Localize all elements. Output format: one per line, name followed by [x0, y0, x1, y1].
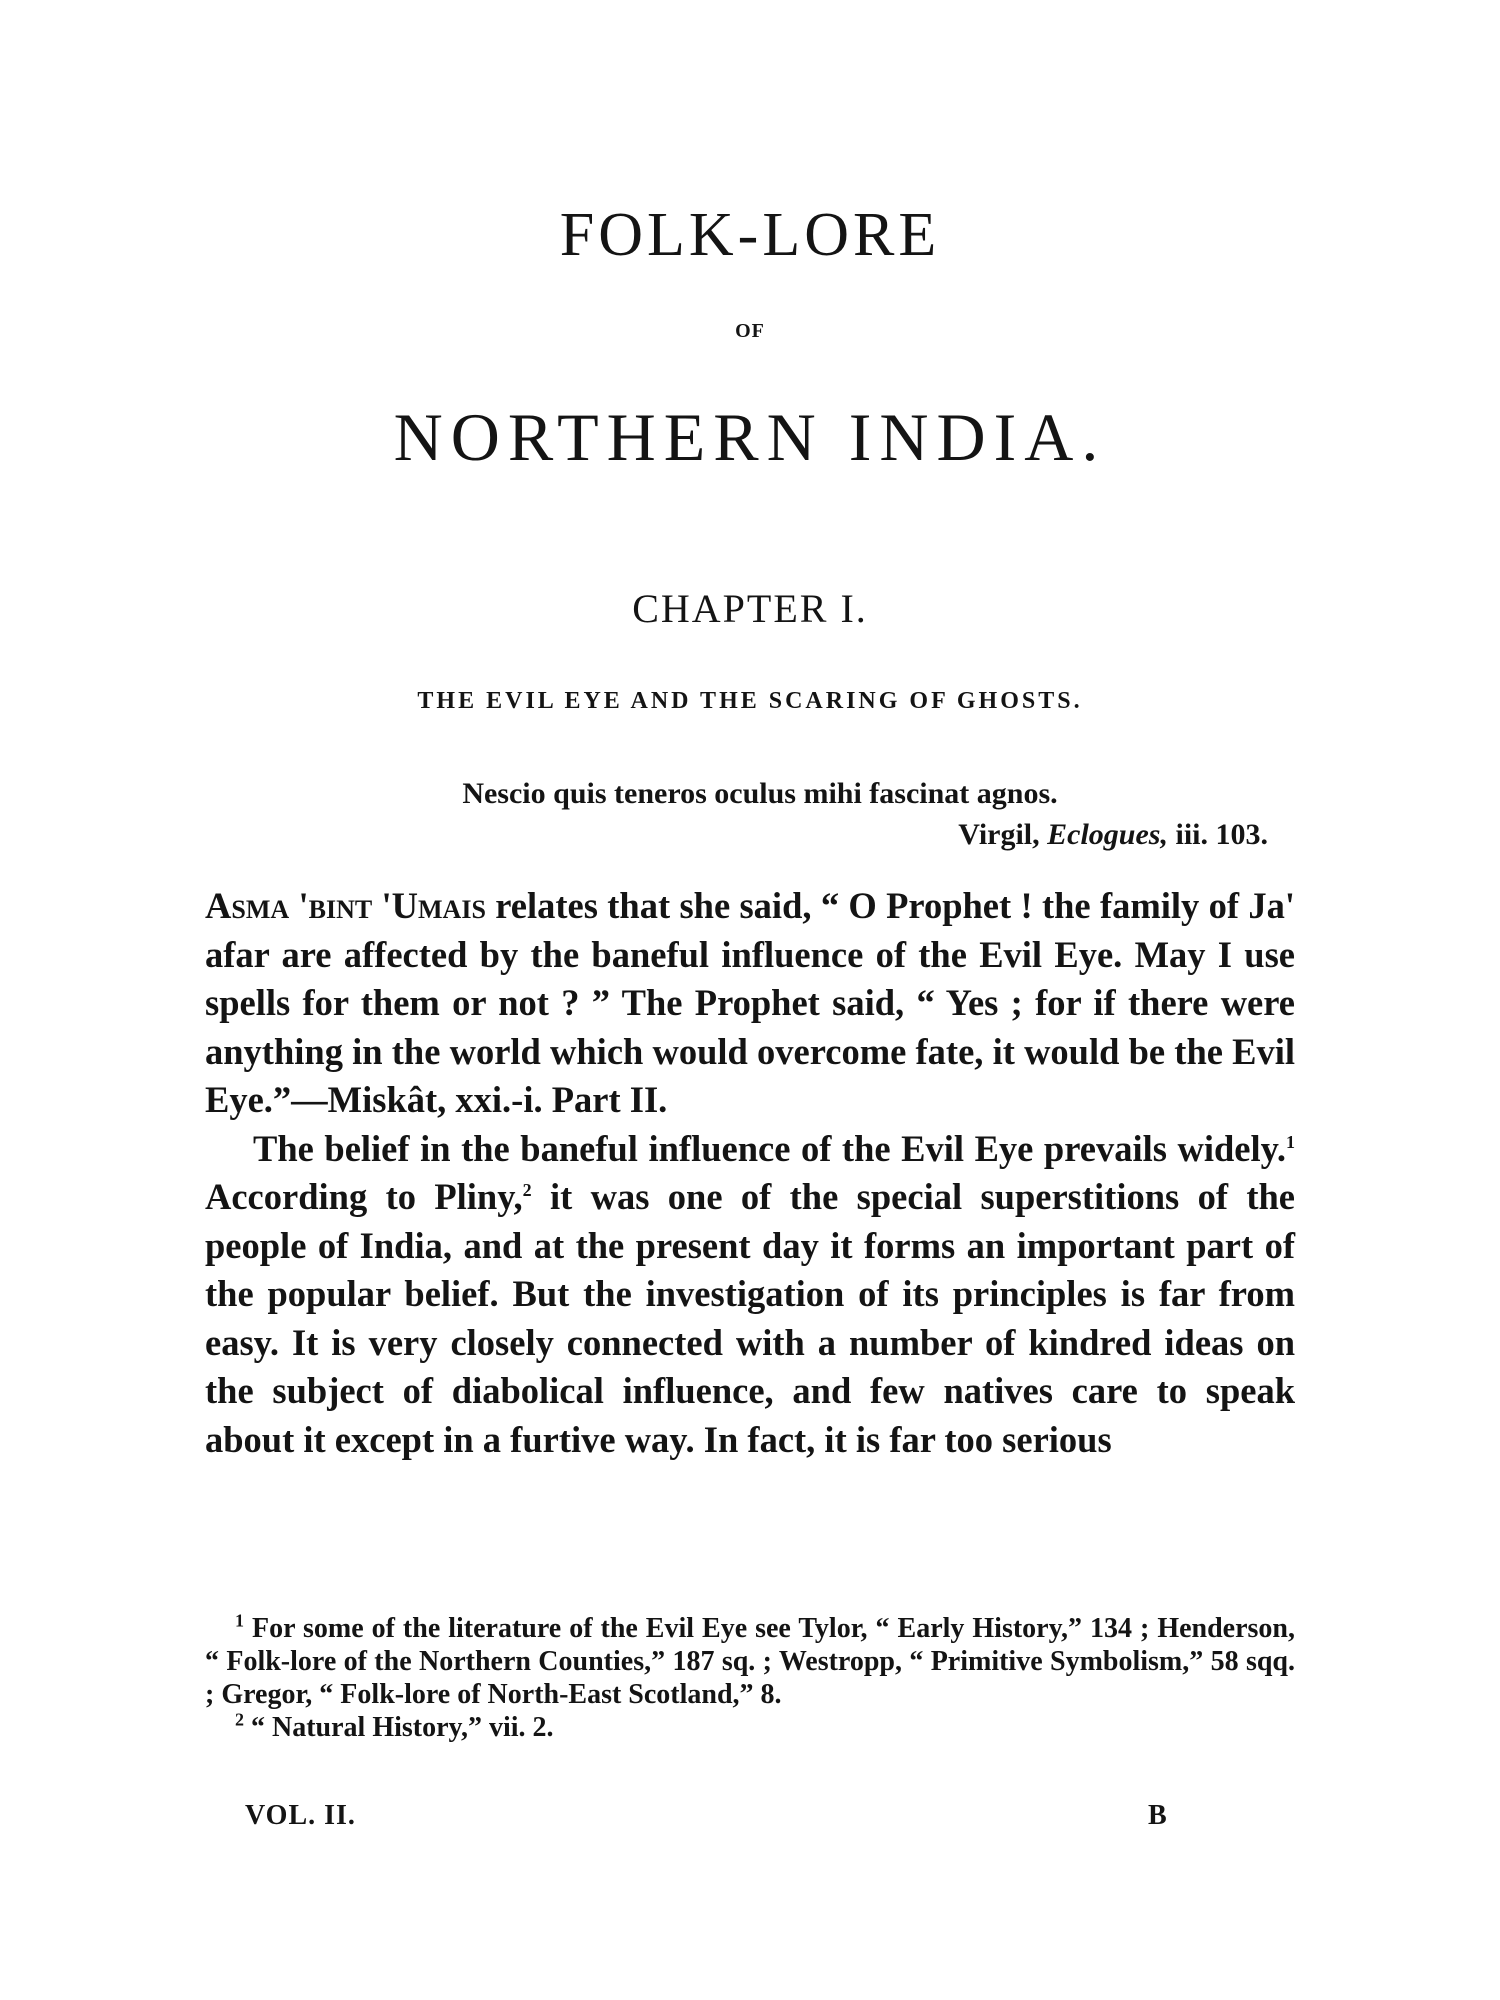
signature-letter: B [1148, 1800, 1168, 1831]
chapter-title: CHAPTER I. [632, 586, 868, 631]
footnote-1-mark: 1 [235, 1610, 244, 1631]
footnote-ref-1: 1 [1286, 1131, 1295, 1152]
volume-label: VOL. II. [245, 1800, 356, 1831]
paragraph-2-part-c: it was one of the special superstitions of the people of India, and at the present day it forms an important part of the popular belief. But the investigation of its principles is far from easy. It is very closely connected with a number of kindred ideas on the subject of diabolical influence, and few natives care to speak about it except in a furtive way. In fact, it is far too serious [205, 1176, 1296, 1460]
footnote-2-mark: 2 [235, 1709, 244, 1730]
footnote-1 [205, 1612, 1295, 1711]
paragraph-1-text: relates that she said, “ O Prophet ! the family of Ja' afar are affected by the baneful influence of the Evil Eye. May I use spells for them or not ? ” The Prophet said, “ Yes ; for if there were anything in the world which would overcome fate, it would be the Evil Eye.”—Miskât, xxi.-i. Part II. [205, 885, 1295, 1120]
footnote-2-text: “ Natural History,” vii. 2. [244, 1712, 554, 1743]
paragraph-2-part-a: The belief in the baneful influence of the Evil Eye prevails widely. [253, 1127, 1286, 1169]
epigraph-work: Eclogues, [1047, 818, 1168, 851]
epigraph-source [0, 818, 1500, 852]
book-title: FOLK-LORE [559, 201, 941, 269]
paragraph-2 [205, 1125, 1295, 1465]
footnote-1-text: For some of the literature of the Evil Eye see Tylor, “ Early History,” 134 ; Henderson, “ Folk-lore of the Northern Counties,” 187 sq. ; Westropp, “ Primitive Symbolism,” 58 sqq. ; Gregor, “ Folk-lore of North-East Scotland,” 8. [205, 1613, 1295, 1710]
book-title-of: OF [735, 320, 765, 342]
opening-name: Asma 'bint 'Umais [205, 885, 486, 926]
paragraph-1 [205, 882, 1295, 1125]
footnote-ref-2: 2 [522, 1179, 532, 1200]
paragraph-2-part-b: According to Pliny, [205, 1176, 523, 1217]
chapter-subtitle: THE EVIL EYE AND THE SCARING OF GHOSTS. [417, 688, 1083, 714]
book-subtitle: NORTHERN INDIA. [393, 399, 1107, 475]
epigraph-ref: iii. 103. [1175, 818, 1268, 851]
footnotes [205, 1612, 1295, 1744]
body-text [205, 882, 1295, 1464]
epigraph-author: Virgil, [958, 818, 1040, 851]
epigraph-quote: Nescio quis teneros oculus mihi fascinat agnos. [462, 777, 1058, 810]
footnote-2 [205, 1711, 1295, 1744]
